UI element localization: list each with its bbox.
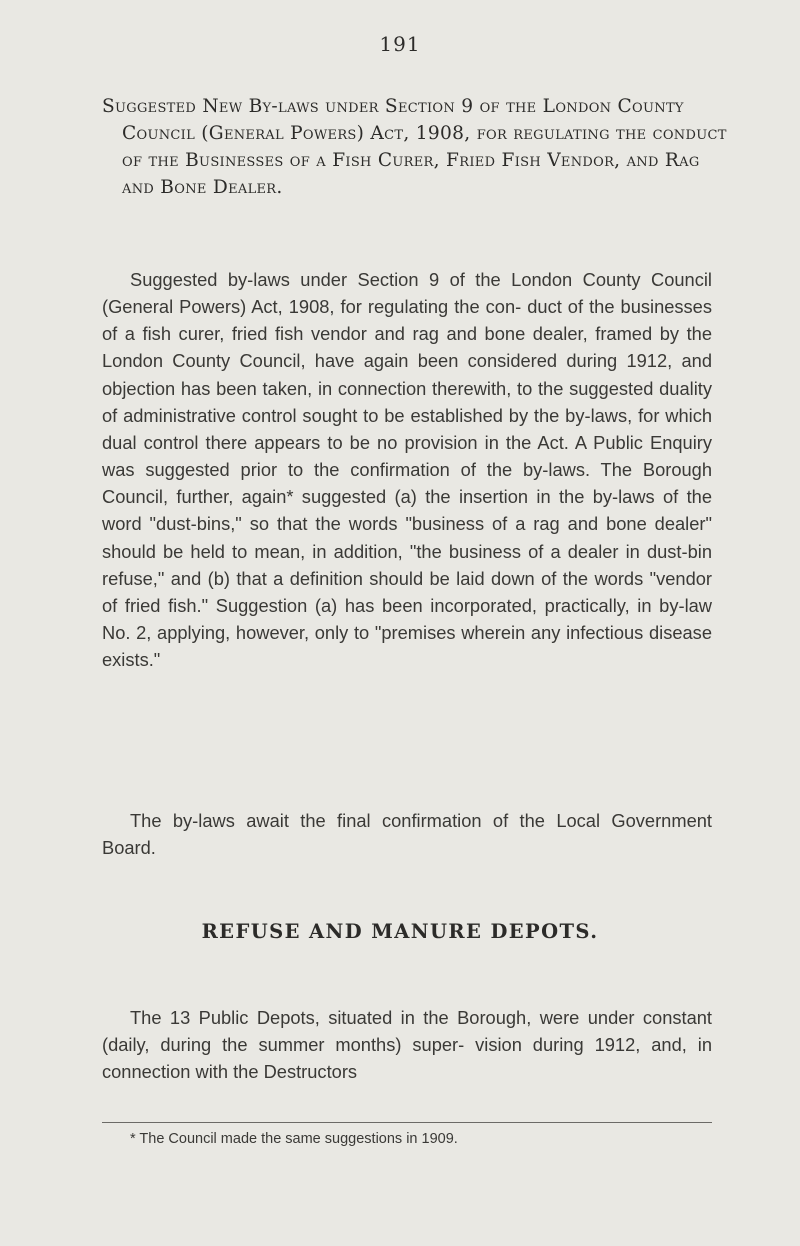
footnote: * The Council made the same suggestions in 1909. bbox=[130, 1131, 458, 1147]
footnote-divider bbox=[102, 1122, 712, 1123]
page-number: 191 bbox=[379, 32, 421, 56]
section-title: REFUSE AND MANURE DEPOTS. bbox=[201, 920, 599, 943]
bylaws-heading: Suggested New By-laws under Section 9 of the London County Council (General Powers) Act, 1908, for regulating the conduct of the Businesses of a Fish Curer, Fried Fish Vendor, and Rag and Bone Dealer. bbox=[102, 96, 727, 198]
bylaws-paragraph: Suggested by-laws under Section 9 of the London County Council (General Powers) Act, 1908, for regulating the con- duct of the businesses of a fish curer, fried fish vendor and rag and bone dealer, framed by the London County Council, have again been considered during 1912, and objection has been taken, in connection therewith, to the suggested duality of administrative control sought to be established by the by-laws, for which dual control there appears to be no provision in the Act. A Public Enquiry was suggested prior to the confirmation of the by-laws. The Borough Council, further, again* suggested (a) the insertion in the by-laws of the word "dust-bins," so that the words "business of a rag and bone dealer" should be held to mean, in addition, "the business of a dealer in dust-bin refuse," and (b) that a definition should be laid down of the words "vendor of fried fish." Suggestion (a) has been incorporated, practically, in by-law No. 2, applying, however, only to "premises wherein any infectious disease exists." bbox=[102, 269, 712, 671]
confirmation-paragraph: The by-laws await the final confirmation of the Local Government Board. bbox=[102, 810, 712, 859]
depots-paragraph: The 13 Public Depots, situated in the Borough, were under constant (daily, during the summer months) super- vision during 1912, and, in connection with the Destructors bbox=[102, 1007, 712, 1083]
